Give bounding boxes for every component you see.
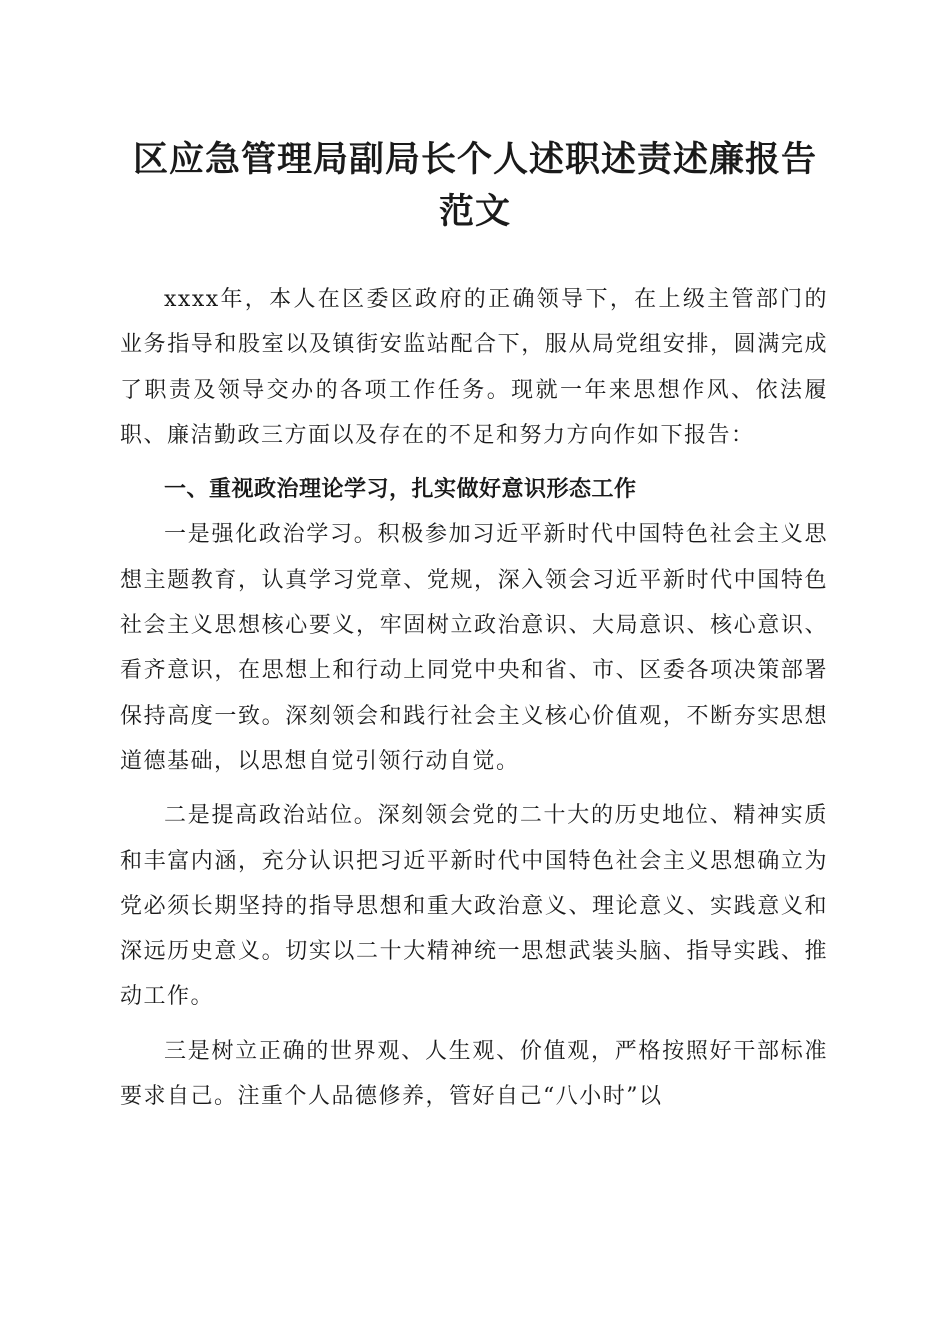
document-body bbox=[120, 277, 828, 1119]
section-heading-1: 一、重视政治理论学习，扎实做好意识形态工作 bbox=[164, 477, 637, 503]
intro-paragraph: xxxx年，本人在区委区政府的正确领导下，在上级主管部门的业务指导和股室以及镇街安监站配合下，服从局党组安排，圆满完成了职责及领导交办的各项工作任务。现就一年来思想作风、依法履职、廉洁勤政三方面以及存在的不足和努力方向作如下报告： bbox=[120, 287, 828, 448]
body-paragraph: 二是提高政治站位。深刻领会党的二十大的历史地位、精神实质和丰富内涵，充分认识把习近平新时代中国特色社会主义思想确立为党必须长期坚持的指导思想和重大政治意义、理论意义、实践意义和深远历史意义。切实以二十大精神统一思想武装头脑、指导实践、推动工作。 bbox=[120, 803, 828, 1010]
body-paragraph: 三是树立正确的世界观、人生观、价值观，严格按照好干部标准要求自己。注重个人品德修养，管好自己“八小时”以 bbox=[120, 1038, 828, 1110]
document-title: 区应急管理局副局长个人述职述责述廉报告范文 bbox=[132, 139, 817, 232]
body-paragraph: 一是强化政治学习。积极参加习近平新时代中国特色社会主义思想主题教育，认真学习党章、党规，深入领会习近平新时代中国特色社会主义思想核心要义，牢固树立政治意识、大局意识、核心意识、看齐意识，在思想上和行动上同党中央和省、市、区委各项决策部署保持高度一致。深刻领会和践行社会主义核心价值观，不断夯实思想道德基础，以思想自觉引领行动自觉。 bbox=[120, 522, 828, 774]
